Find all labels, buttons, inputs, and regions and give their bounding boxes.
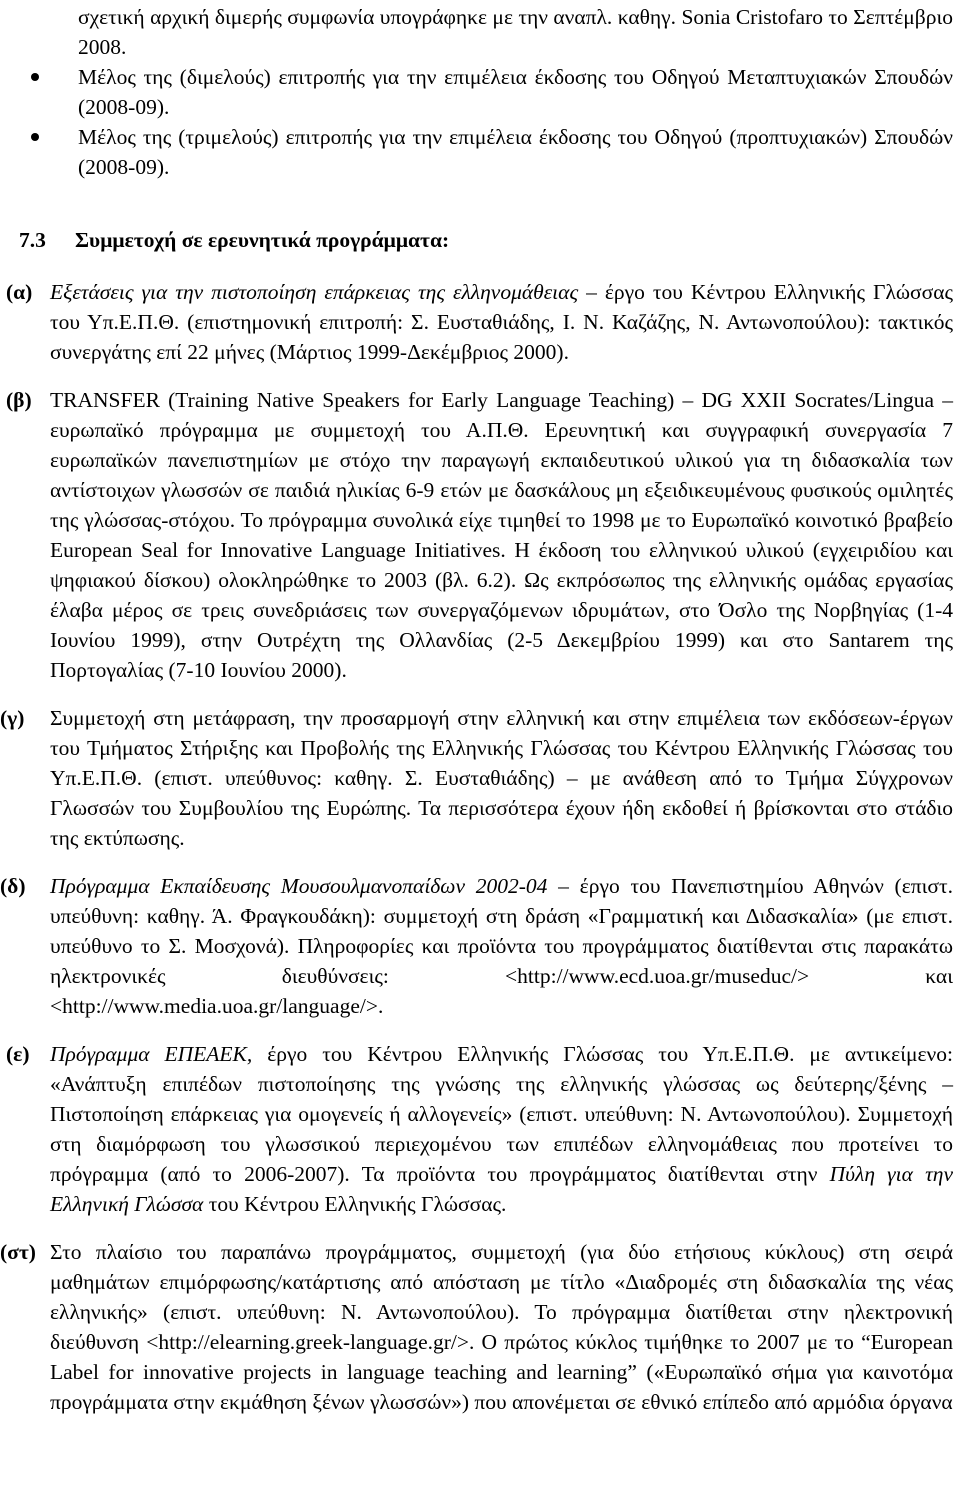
item-label: (β)	[6, 388, 32, 412]
item-label: (στ)	[0, 1240, 36, 1264]
section-title: Συμμετοχή σε ερευνητικά προγράμματα:	[75, 228, 450, 252]
research-item-f	[0, 1237, 960, 1417]
item-text: Στο πλαίσιο του παραπάνω προγράμματος, συμμετοχή (για δύο ετήσιους κύκλους) στη σειρά μαθημάτων επιμόρφωσης/κατάρτισης από απόσταση με τίτλο «Διαδρομές στη διδασκαλία της νέας ελληνικής» (επιστ. υπεύθυνη: Ν. Αντωνοπούλου). Το πρόγραμμα διατίθεται στην ηλεκτρονική διεύθυνση <http://elearning.greek-language.gr/>. Ο πρώτος κύκλος τιμήθηκε το 2007 με το “European Label for innovative projects in language teaching and learning” («Ευρωπαϊκό σήμα για καινοτόμα προγράμματα στην εκμάθηση ξένων γλωσσών») που απονέμεται σε εθνικό επίπεδο από αρμόδια όργανα	[50, 1240, 953, 1414]
list-item	[78, 62, 953, 122]
item-text: έργο του Κέντρου Ελληνικής Γλώσσας του Υπ.Ε.Π.Θ. με αντικείμενο: «Ανάπτυξη επιπέδων πιστοποίησης της γνώσης της ελληνικής γλώσσας ως δεύτερης/ξένης – Πιστοποίηση επάρκειας για ομογενείς ή αλλογενείς» (επιστ. υπεύθυνη: Ν. Αντωνοπούλου). Συμμετοχή στη διαμόρφωση του γλωσσικού περιεχομένου των επιπέδων ελληνομάθειας που προτείνει το πρόγραμμα (από το 2006-2007). Τα προϊόντα του προγράμματος διατίθενται στην	[50, 1042, 953, 1186]
research-item-a	[0, 277, 960, 367]
item-label: (γ)	[0, 706, 25, 730]
bullet-text: Μέλος της (διμελούς) επιτροπής για την επιμέλεια έκδοσης του Οδηγού Μεταπτυχιακών Σπουδών (2008-09).	[78, 65, 953, 119]
research-item-b	[0, 385, 960, 685]
item-text: – έργο του Κέντρου Ελληνικής Γλώσσας του Υπ.Ε.Π.Θ. (επιστημονική επιτροπή: Σ. Ευσταθιάδης, Ι. Ν. Καζάζης, Ν. Αντωνοπούλου): τακτικός συνεργάτης επί 22 μήνες (Μάρτιος 1999-Δεκέμβριος 2000).	[50, 280, 953, 364]
item-text-end: του Κέντρου Ελληνικής Γλώσσας.	[203, 1192, 507, 1216]
research-item-e	[0, 1039, 960, 1219]
item-text: Συμμετοχή στη μετάφραση, την προσαρμογή στην ελληνική και στην επιμέλεια των εκδόσεων-έργων του Τμήματος Στήριξης και Προβολής της Ελληνικής Γλώσσας του Κέντρου Ελληνικής Γλώσσας του Υπ.Ε.Π.Θ. (επιστ. υπεύθυνος: καθηγ. Σ. Ευσταθιάδης) – με ανάθεση από το Τμήμα Σύγχρονων Γλωσσών του Συμβουλίου της Ευρώπης. Τα περισσότερα έχουν ήδη εκδοθεί ή βρίσκονται στο στάδιο της εκτύπωσης.	[50, 706, 953, 850]
list-item	[78, 122, 953, 182]
bullet-list	[0, 62, 960, 182]
research-item-c	[0, 703, 960, 853]
item-text: TRANSFER (Training Native Speakers for Early Language Teaching) – DG XXII Socrates/Lingua – ευρωπαϊκό πρόγραμμα με συμμετοχή του Α.Π.Θ. Ερευνητική και συγγραφική συνεργασία 7 ευρωπαϊκών πανεπιστημίων με στόχο την παραγωγή εκπαιδευτικού υλικού για τη διδασκαλία των αντίστοιχων γλωσσών σε παιδιά ηλικίας 6-9 ετών με δασκάλους μη εξειδικευμένους φυσικούς ομιλητές της γλώσσας-στόχου. Το πρόγραμμα συνολικά είχε τιμηθεί το 1998 με το Ευρωπαϊκό κοινοτικό βραβείο European Seal for Innovative Language Initiatives. Η έκδοση του ελληνικού υλικού (εγχειριδίου και ψηφιακού δίσκου) ολοκληρώθηκε το 2003 (βλ. 6.2). Ως εκπρόσωπος της ελληνικής ομάδας εργασίας έλαβα μέρος σε τρεις συνεδριάσεις των συνεργαζόμενων ιδρυμάτων, στο Όσλο της Νορβηγίας (1-4 Ιουνίου 1999), στην Ουτρέχτη της Ολλανδίας (2-5 Δεκεμβρίου 1999) και στο Santarem της Πορτογαλίας (7-10 Ιουνίου 2000).	[50, 388, 953, 682]
item-title: Πρόγραμμα Εκπαίδευσης Μουσουλμανοπαίδων 2002-04	[50, 874, 548, 898]
section-heading	[19, 225, 960, 255]
item-label: (ε)	[6, 1042, 30, 1066]
bullet-icon	[31, 73, 39, 81]
item-title-portal: Πύλη για την Ελληνική Γλώσσα	[50, 1162, 953, 1216]
item-label: (δ)	[0, 874, 26, 898]
intro-continuation: σχετική αρχική διμερής συμφωνία υπογράφηκε με την αναπλ. καθηγ. Sonia Cristofaro το Σεπτέμβριο 2008.	[78, 5, 953, 59]
item-title: Πρόγραμμα ΕΠΕΑΕΚ,	[50, 1042, 253, 1066]
bullet-icon	[31, 133, 39, 141]
item-label: (α)	[6, 280, 33, 304]
item-text: – έργο του Πανεπιστημίου Αθηνών (επιστ. υπεύθυνη: καθηγ. Ά. Φραγκουδάκη): συμμετοχή στη δράση «Γραμματική και Διδασκαλία» (με επιστ. υπεύθυνο το Σ. Μοσχονά). Πληροφορίες και προϊόντα του προγράμματος διατίθενται στις παρακάτω ηλεκτρονικές διευθύνσεις: <http://www.ecd.uoa.gr/museduc/> και <http://www.media.uoa.gr/language/>.	[50, 874, 953, 1018]
item-title: Εξετάσεις για την πιστοποίηση επάρκειας της ελληνομάθειας	[50, 280, 579, 304]
section-number: 7.3	[19, 228, 46, 252]
research-item-d	[0, 871, 960, 1021]
bullet-text: Μέλος της (τριμελούς) επιτροπής για την επιμέλεια έκδοσης του Οδηγού (προπτυχιακών) Σπουδών (2008-09).	[78, 125, 953, 179]
